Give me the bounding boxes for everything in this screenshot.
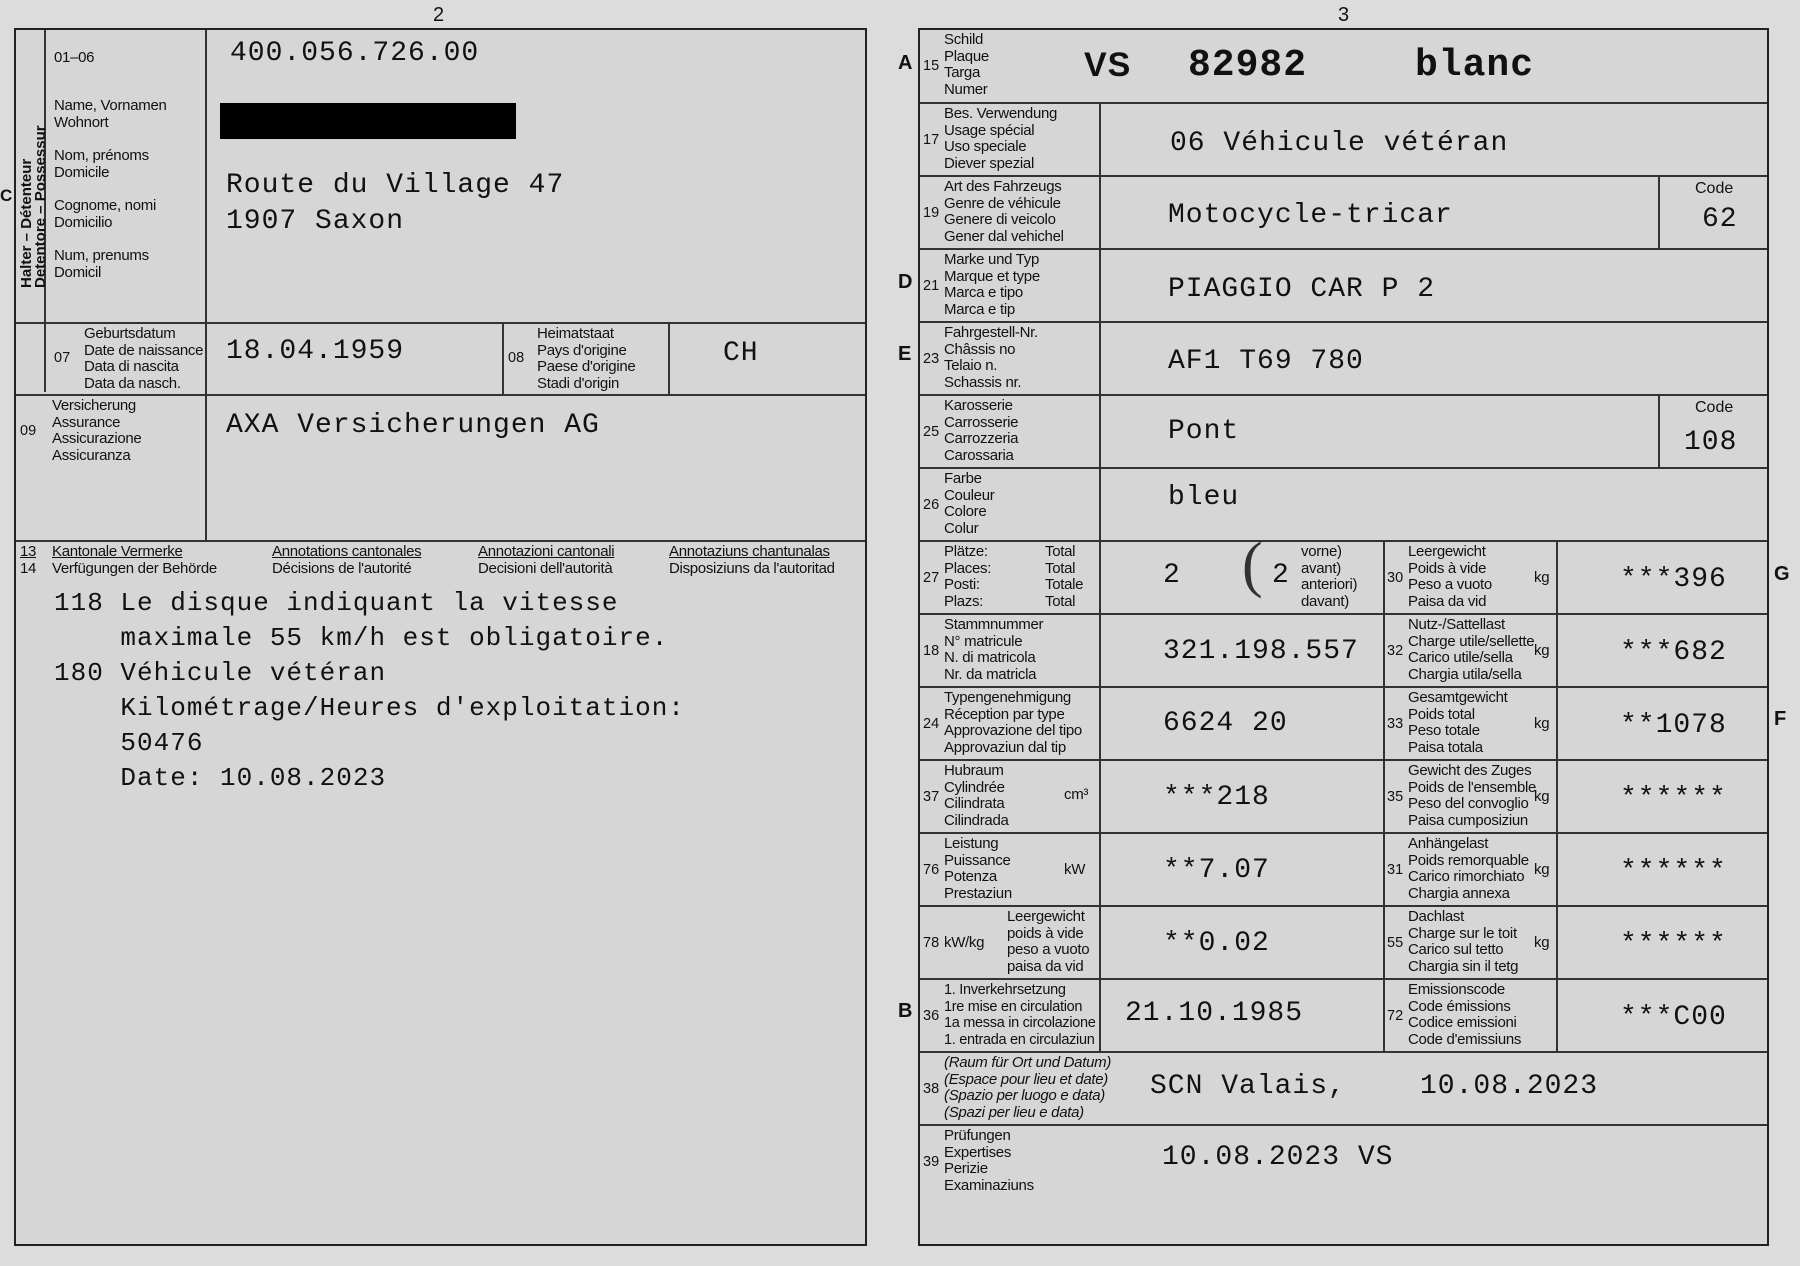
field-33-number: 33 — [1387, 716, 1404, 732]
vehicle-type-code-label: Code — [1695, 180, 1734, 197]
authority-label-it: Decisioni dell'autorità — [478, 560, 613, 577]
cantonal-label-fr: Annotations cantonales — [272, 543, 422, 560]
cantonal-label-it: Annotazioni cantonali — [478, 543, 615, 560]
issue-place: SCN Valais, — [1150, 1071, 1346, 1102]
field-55-number: 55 — [1387, 935, 1404, 951]
field-32-number: 32 — [1387, 643, 1404, 659]
payload-labels: Nutz-/Sattellast Charge utile/sellette Carico utile/sella Chargia utila/sella — [1408, 616, 1535, 683]
chassis-labels: Fahrgestell-Nr. Châssis no Telaio n. Schassis nr. — [944, 324, 1038, 391]
holder-number-value: 400.056.726.00 — [230, 38, 480, 69]
side-letter-e: E — [898, 343, 912, 365]
cantonal-label-rm: Annotaziuns chantunalas — [669, 543, 830, 560]
field-36-number: 36 — [923, 1008, 940, 1024]
power-weight-unit: kW/kg — [944, 934, 985, 951]
power-weight-value: **0.02 — [1163, 928, 1270, 959]
matriculation-labels: Stammnummer N° matricule N. di matricola Nr. da matricla — [944, 616, 1044, 683]
issue-date: 10.08.2023 — [1420, 1071, 1599, 1102]
color-value: bleu — [1168, 482, 1240, 513]
field-23-number: 23 — [923, 351, 940, 367]
trailer-load-labels: Anhängelast Poids remorquable Carico rimorchiato Chargia annexa — [1408, 835, 1529, 902]
roof-load-value: ****** — [1620, 929, 1727, 960]
total-weight-value: **1078 — [1620, 710, 1727, 741]
address-line-2: 1907 Saxon — [226, 206, 405, 237]
seats-front-value: 2 — [1272, 560, 1290, 591]
body-code-label: Code — [1695, 399, 1734, 416]
field-72-number: 72 — [1387, 1008, 1404, 1024]
origin-labels: Heimatstaat Pays d'origine Paese d'origine Stadi d'origin — [537, 325, 636, 392]
field-76-number: 76 — [923, 862, 940, 878]
matriculation-value: 321.198.557 — [1163, 636, 1359, 667]
side-letter-b: B — [898, 1000, 913, 1022]
train-weight-unit: kg — [1534, 788, 1550, 805]
field-39-number: 39 — [923, 1154, 940, 1170]
field-17-number: 17 — [923, 132, 940, 148]
holder-vertical-label-1: Halter – Détenteur — [18, 158, 35, 288]
seats-brace: ( — [1242, 531, 1263, 599]
seats-total-labels: Total Total Totale Total — [1045, 543, 1084, 610]
body-row — [920, 396, 1767, 469]
field-78-number: 78 — [923, 935, 940, 951]
power-labels: Leistung Puissance Potenza Prestaziun — [944, 835, 1012, 902]
displacement-value: ***218 — [1163, 782, 1270, 813]
field-19-number: 19 — [923, 205, 940, 221]
side-letter-a: A — [898, 52, 913, 74]
holder-vertical-label-2: Detentore – Possessur — [32, 125, 49, 288]
field-38-number: 38 — [923, 1081, 940, 1097]
birth-date-value: 18.04.1959 — [226, 336, 405, 367]
chassis-value: AF1 T69 780 — [1168, 346, 1364, 377]
train-weight-value: ****** — [1620, 783, 1727, 814]
body-code: 108 — [1684, 427, 1738, 458]
field-15-number: 15 — [923, 58, 940, 74]
vehicle-type-value: Motocycle-tricar — [1168, 200, 1453, 231]
seats-front-labels: vorne) avant) anteriori) davant) — [1301, 543, 1358, 610]
field-18-number: 18 — [923, 643, 940, 659]
redacted-name — [220, 103, 516, 139]
field-35-number: 35 — [1387, 789, 1404, 805]
field-09-number: 09 — [20, 423, 37, 439]
field-30-number: 30 — [1387, 570, 1404, 586]
origin-value: CH — [723, 338, 759, 369]
train-weight-labels: Gewicht des Zuges Poids de l'ensemble Peso del convoglio Paisa cumposiziun — [1408, 762, 1537, 829]
authority-label-fr: Décisions de l'autorité — [272, 560, 412, 577]
seats-labels: Plätze: Places: Posti: Plazs: — [944, 543, 992, 610]
plate-labels: Schild Plaque Targa Numer — [944, 31, 989, 98]
power-unit: kW — [1064, 861, 1086, 878]
address-line-1: Route du Village 47 — [226, 170, 565, 201]
field-26-number: 26 — [923, 497, 940, 513]
type-approval-labels: Typengenehmigung Réception par type Approvazione del tipo Approvaziun dal tip — [944, 689, 1082, 756]
roof-load-labels: Dachlast Charge sur le toit Carico sul tetto Chargia sin il tetg — [1408, 908, 1519, 975]
emission-code-labels: Emissionscode Code émissions Codice emissioni Code d'emissiuns — [1408, 981, 1522, 1048]
plate-number: 82982 — [1188, 44, 1308, 87]
empty-weight-labels: Leergewicht Poids à vide Peso a vuoto Paisa da vid — [1408, 543, 1492, 610]
name-labels: Name, Vornamen Wohnort — [54, 97, 167, 131]
side-letter-d: D — [898, 271, 913, 293]
power-weight-labels: Leergewicht poids à vide peso a vuoto paisa da vid — [1007, 908, 1090, 975]
page-number-left: 2 — [433, 4, 445, 26]
field-31-number: 31 — [1387, 862, 1404, 878]
right-page — [918, 28, 1769, 1246]
emission-code-value: ***C00 — [1620, 1002, 1727, 1033]
empty-weight-value: ***396 — [1620, 564, 1727, 595]
authority-label-de: Verfügungen der Behörde — [52, 560, 217, 577]
type-approval-value: 6624 20 — [1163, 708, 1288, 739]
page-number-right: 3 — [1338, 4, 1350, 26]
seats-total-value: 2 — [1163, 560, 1181, 591]
payload-unit: kg — [1534, 642, 1550, 659]
insurance-value: AXA Versicherungen AG — [226, 410, 600, 441]
authority-label-rm: Disposiziuns da l'autoritad — [669, 560, 835, 577]
side-letter-c: C — [0, 186, 13, 205]
field-14-number: 14 — [20, 560, 37, 577]
first-registration-value: 21.10.1985 — [1125, 998, 1304, 1029]
total-weight-unit: kg — [1534, 715, 1550, 732]
birth-date-labels: Geburtsdatum Date de naissance Data di nascita Data da nasch. — [84, 325, 204, 392]
color-labels: Farbe Couleur Colore Colur — [944, 470, 995, 537]
vehicle-type-code: 62 — [1702, 204, 1738, 235]
vehicle-type-labels: Art des Fahrzeugs Genre de véhicule Genere di veicolo Gener dal vehichel — [944, 178, 1064, 245]
power-value: **7.07 — [1163, 855, 1270, 886]
side-letter-f: F — [1774, 708, 1787, 730]
roof-load-unit: kg — [1534, 934, 1550, 951]
first-registration-labels: 1. Inverkehrsetzung 1re mise en circulation 1a messa in circolazione 1. entrada en circulaziun — [944, 982, 1096, 1048]
insurance-labels: Versicherung Assurance Assicurazione Assicuranza — [52, 397, 142, 464]
plate-row — [920, 30, 1767, 104]
displacement-unit: cm³ — [1064, 786, 1089, 803]
field-21-number: 21 — [923, 278, 940, 294]
empty-weight-unit: kg — [1534, 569, 1550, 586]
field-24-number: 24 — [923, 716, 940, 732]
color-row — [920, 469, 1767, 542]
make-labels: Marke und Typ Marque et type Marca e tipo Marca e tip — [944, 251, 1040, 318]
plate-color: blanc — [1415, 44, 1535, 87]
trailer-load-value: ****** — [1620, 856, 1727, 887]
plate-canton: VS — [1084, 46, 1132, 84]
field-08-number: 08 — [508, 350, 525, 366]
inspection-labels: Prüfungen Expertises Perizie Examinaziuns — [944, 1127, 1034, 1194]
left-page: Halter – Détenteur Detentore – Possessur 01–06 400.056.726.00 Name, Vornamen Wohnort Nom, prénoms Domicile Cognome, nomi Domicilio Num, prenums Domicil Route du Village 47 1907 Saxon 07 Geburtsdatum Date de naissance Data di nascita Data da nasch. 18.04.1959 08 Heimatstaat Pays d'origine Paese d'origine Stadi d'origin CH 09 Versicherung Assurance Assicurazione Assicuranza AXA Versicherungen AG 13 14 Kantonale Vermerke Annotations cantonales Annotazioni cantonali Annotaziuns chantunalas Verfügungen der Behörde Décisions de l'autorité Decisioni dell'autorità Disposiziuns da l'autoritad 118 Le disque indiquant la vitesse maximale 55 km/h est obligatoire. 180 Véhicule vétéran Kilométrage/Heures d'exploitation: 50476 Date: 10.08.2023 — [14, 28, 867, 1246]
make-value: PIAGGIO CAR P 2 — [1168, 274, 1436, 305]
trailer-load-unit: kg — [1534, 861, 1550, 878]
payload-value: ***682 — [1620, 637, 1727, 668]
body-value: Pont — [1168, 416, 1240, 447]
place-date-labels: (Raum für Ort und Datum) (Espace pour lieu et date) (Spazio per luogo e data) (Spazi per lieu e data) — [944, 1054, 1112, 1121]
total-weight-labels: Gesamtgewicht Poids total Peso totale Paisa totala — [1408, 689, 1508, 756]
field-0106-number: 01–06 — [54, 49, 95, 66]
field-25-number: 25 — [923, 424, 940, 440]
usage-value: 06 Véhicule vétéran — [1170, 128, 1509, 159]
field-07-number: 07 — [54, 350, 71, 366]
field-37-number: 37 — [923, 789, 940, 805]
body-labels: Karosserie Carrosserie Carrozzeria Carossaria — [944, 397, 1019, 464]
side-letter-g: G — [1774, 563, 1790, 585]
field-27-number: 27 — [923, 570, 940, 586]
field-13-number: 13 — [20, 543, 37, 560]
usage-labels: Bes. Verwendung Usage spécial Uso speciale Diever spezial — [944, 105, 1058, 172]
displacement-labels: Hubraum Cylindrée Cilindrata Cilindrada — [944, 762, 1009, 829]
cantonal-label-de: Kantonale Vermerke — [52, 543, 183, 560]
inspection-value: 10.08.2023 VS — [1162, 1142, 1394, 1173]
